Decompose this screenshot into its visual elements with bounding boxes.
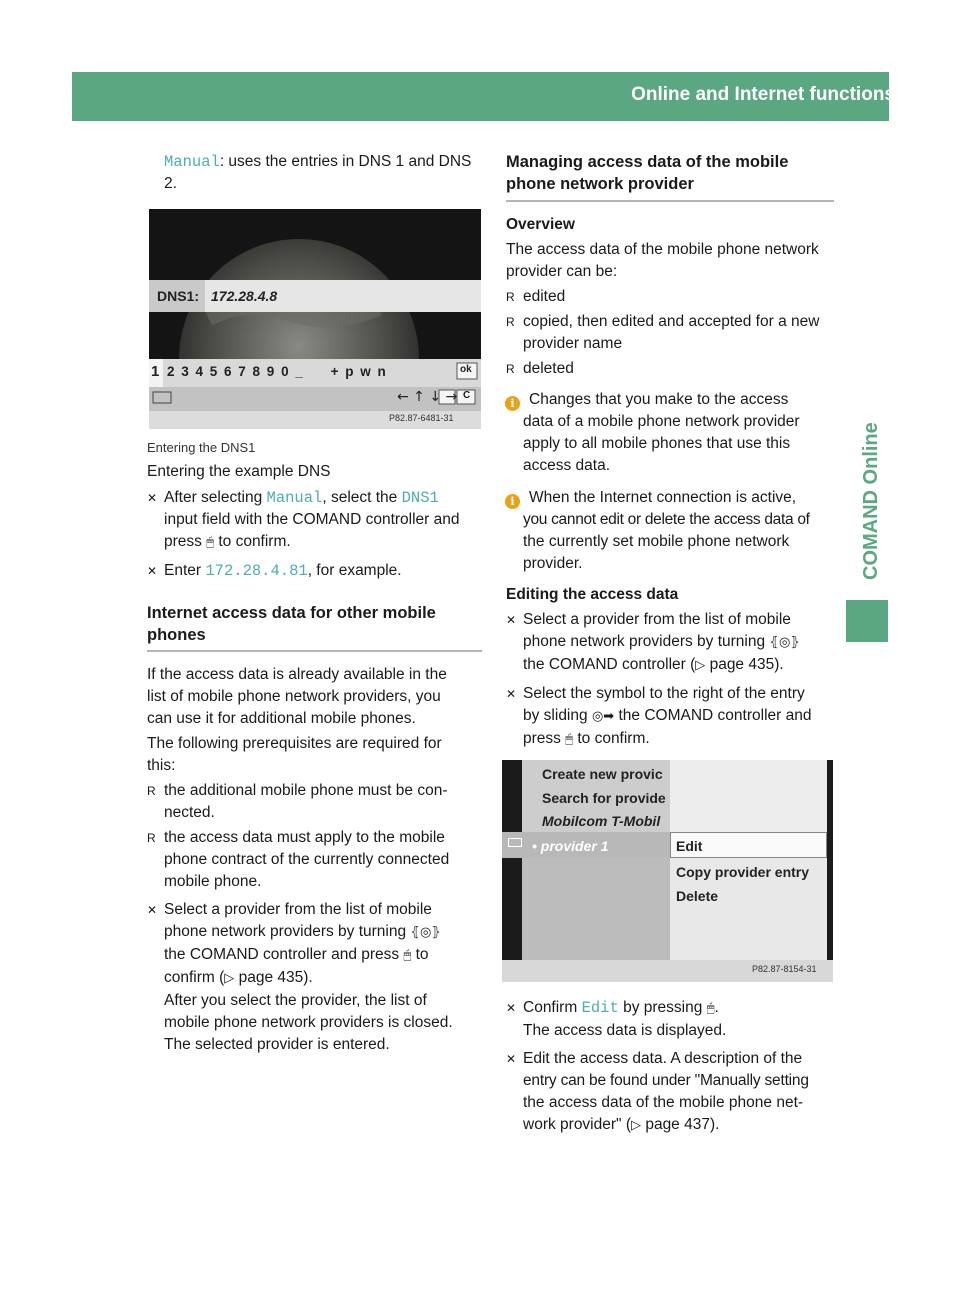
selected-provider[interactable]: • provider 1 <box>532 838 609 854</box>
back-icon[interactable] <box>508 838 522 847</box>
side-tab-label <box>846 122 888 602</box>
image-reference: P82.87-6481-31 <box>389 413 454 423</box>
step-arrow-icon: ✕ <box>506 1001 517 1015</box>
turn-controller-icon: ⦃◎⦄ <box>769 635 800 650</box>
left-column <box>147 151 482 195</box>
subheading: Entering the example DNS <box>147 463 331 480</box>
chapter-label: COMAND Online <box>860 422 882 580</box>
bullet-icon: R <box>506 362 515 376</box>
right-column-lower <box>506 997 834 1137</box>
press-controller-icon: 🖱 <box>403 948 412 963</box>
provider-list-item[interactable]: Search for provide <box>542 790 666 806</box>
page-ref-icon: ▷ <box>631 1118 642 1133</box>
step-arrow-icon: ✕ <box>147 903 158 917</box>
step-item: ✕ Select a provider from the list of mobile phone network providers by turning ⦃◎⦄ the COMAND controller and press 🖱 to confirm (▷ page 435). After you select the provider, the list of mobile phone network providers is closed. The selected provider is entered. <box>147 901 453 1053</box>
header-divider <box>902 72 905 121</box>
intro-paragraph <box>147 151 482 195</box>
side-tab-marker <box>846 600 888 642</box>
section-heading: Internet access data for other mobile phones <box>147 604 436 644</box>
slide-controller-icon: ◎➡ <box>591 709 615 724</box>
press-controller-icon: 🖱 <box>206 535 215 550</box>
step-arrow-icon: ✕ <box>506 1052 517 1066</box>
intro-text-2: 2. <box>164 175 177 192</box>
info-note: i Changes that you make to the access data of a mobile phone network provider apply to all mobile phones that use this access data. <box>506 389 834 477</box>
bullet-item: R copied, then edited and accepted for a new provider name <box>506 313 820 352</box>
page-ref-icon: ▷ <box>224 971 235 986</box>
page-number: 439 <box>918 85 950 105</box>
menu-edit[interactable]: Edit <box>676 838 703 854</box>
bullet-icon: R <box>147 831 156 845</box>
cursor-nav-keys[interactable]: ← ↑ ↓ → <box>397 389 458 405</box>
header-bar <box>72 72 950 121</box>
code-value: Edit <box>581 999 619 1017</box>
step-item: ✕ Edit the access data. A description of the entry can be found under "Manually setting the access data of the mobile phone net- work provider" (▷ page 437). <box>506 1050 809 1133</box>
turn-controller-icon: ⦃◎⦄ <box>410 925 441 940</box>
provider-list-item[interactable]: Create new provic <box>542 766 663 782</box>
press-controller-icon: 🖱 <box>706 1001 715 1016</box>
code-value: 172.28.4.81 <box>205 562 308 580</box>
press-controller-icon: 🖱 <box>565 732 574 747</box>
subheading-editing: Editing the access data <box>506 586 679 603</box>
step-arrow-icon: ✕ <box>506 613 517 627</box>
dns1-field-label: DNS1: <box>157 288 200 304</box>
bullet-icon: R <box>506 315 515 329</box>
step-item: ✕ Select the symbol to the right of the entry by sliding ◎➡ the COMAND controller and press 🖱 to confirm. <box>506 685 812 747</box>
step-item: ✕ Enter 172.28.4.81, for example. <box>147 562 402 580</box>
info-icon: i <box>505 396 520 411</box>
step-item: ✕ Confirm Edit by pressing 🖱. The access data is displayed. <box>506 999 727 1039</box>
step-item: ✕ Select a provider from the list of mobile phone network providers by turning ⦃◎⦄ the COMAND controller (▷ page 435). <box>506 611 800 673</box>
selected-char[interactable]: 1 <box>151 363 160 380</box>
info-note: i When the Internet connection is active, you cannot edit or delete the access data of the currently set mobile phone network provider. <box>506 487 834 575</box>
bullet-item: R the access data must apply to the mobile phone contract of the currently connected mobile phone. <box>147 829 450 890</box>
ok-key[interactable]: ok <box>460 364 472 375</box>
paragraph: The following prerequisites are required for this: <box>147 735 442 774</box>
figure-caption: Entering the DNS1 <box>147 440 256 455</box>
menu-copy-provider-entry[interactable]: Copy provider entry <box>676 864 810 880</box>
dns1-field-value[interactable]: 172.28.4.8 <box>211 288 278 304</box>
step-arrow-icon: ✕ <box>147 564 158 578</box>
heading-rule <box>147 650 482 652</box>
provider-list-item[interactable]: Mobilcom T-Mobil <box>542 813 661 829</box>
paragraph: If the access data is already available in the list of mobile phone network providers, you can use it for additional mobile phones. <box>147 666 447 727</box>
dns-entry-screenshot <box>149 209 481 429</box>
code-value: Manual <box>266 489 323 507</box>
menu-delete[interactable]: Delete <box>676 888 719 904</box>
subheading-overview: Overview <box>506 216 575 233</box>
provider-menu-screenshot <box>502 760 833 982</box>
info-icon: i <box>505 494 520 509</box>
page-ref-icon: ▷ <box>695 658 706 673</box>
bullet-item: R deleted <box>506 358 834 380</box>
code-value: DNS1 <box>401 489 439 507</box>
step-arrow-icon: ✕ <box>147 491 158 505</box>
clear-key[interactable]: C <box>463 390 471 401</box>
intro-text: : uses the entries in DNS 1 and DNS <box>219 153 472 170</box>
bullet-icon: R <box>506 290 515 304</box>
character-row[interactable]: 2 3 4 5 6 7 8 9 0 _ + p w n <box>167 364 388 379</box>
heading-rule <box>506 200 834 202</box>
step-arrow-icon: ✕ <box>506 687 517 701</box>
section-heading: Managing access data of the mobile phone network provider <box>506 153 789 193</box>
bullet-icon: R <box>147 784 156 798</box>
code-value: Manual <box>164 153 220 171</box>
left-column-body <box>147 437 482 1056</box>
image-reference: P82.87-8154-31 <box>752 964 817 974</box>
paragraph: The access data of the mobile phone network provider can be: <box>506 241 819 280</box>
section-title: Online and Internet functions <box>631 84 895 105</box>
bullet-item: R the additional mobile phone must be con- nected. <box>147 782 448 821</box>
step-item: ✕ After selecting Manual, select the DNS1 input field with the COMAND controller and press 🖱 to confirm. <box>147 489 460 550</box>
bullet-item: R edited <box>506 286 834 308</box>
right-column <box>506 151 834 751</box>
